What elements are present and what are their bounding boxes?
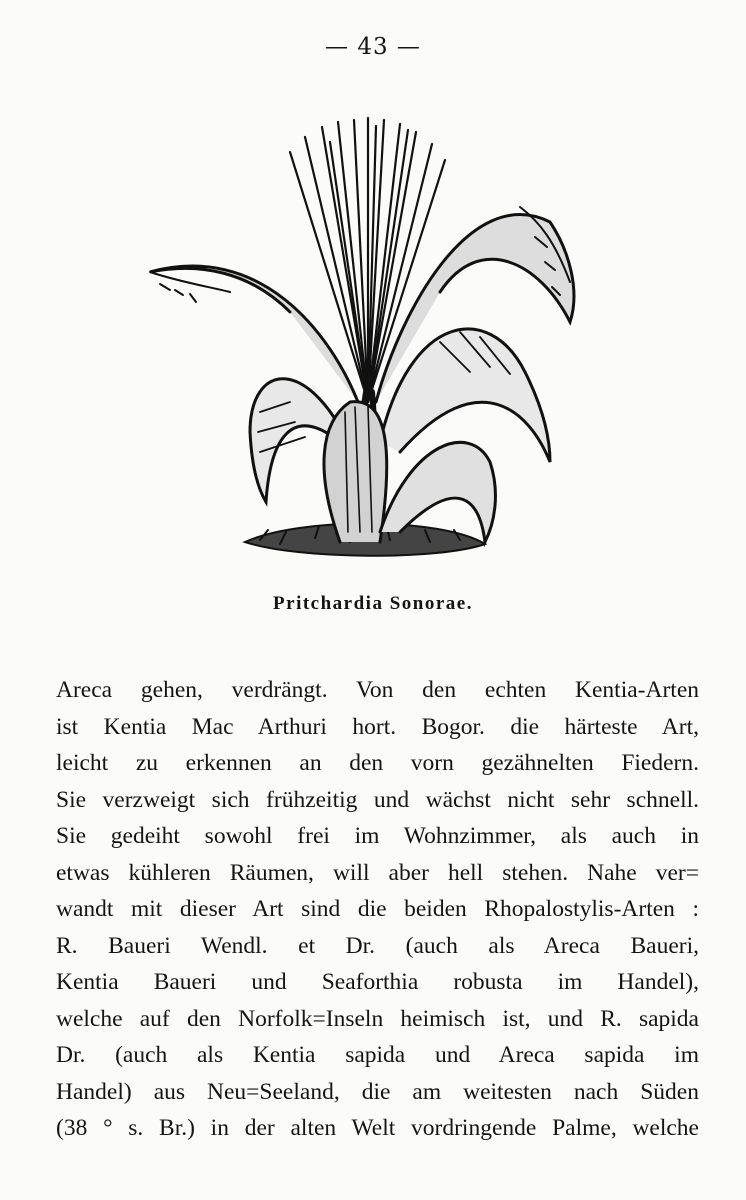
text-line: Dr. (auch als Kentia sapida und Areca sapida im (56, 1042, 699, 1068)
text-line: Sie gedeiht sowohl frei im Wohnzimmer, als auch in (56, 823, 699, 849)
text-line: welche auf den Norfolk=Inseln heimisch ist, und R. sapida (56, 1005, 699, 1032)
text-line: leicht zu erkennen an den vorn gezähnelten Fiedern. (56, 750, 699, 776)
text-line: (38 ° s. Br.) in der alten Welt vordringende Palme, welche (56, 1115, 699, 1141)
palm-illustration (140, 112, 590, 572)
text-line: Areca gehen, verdrängt. Von den echten Kentia-Arten (56, 677, 699, 703)
body-text (56, 672, 699, 1147)
text-line: wandt mit dieser Art sind die beiden Rhopalostylis-Arten : (56, 896, 699, 922)
illustration-caption: Pritchardia Sonorae. (273, 593, 473, 614)
page-number: — 43 — (325, 34, 421, 60)
text-line: etwas kühleren Räumen, will aber hell stehen. Nahe ver= (56, 859, 699, 886)
text-line: Handel) aus Neu=Seeland, die am weitesten nach Süden (56, 1078, 699, 1105)
text-line: ist Kentia Mac Arthuri hort. Bogor. die härteste Art, (56, 713, 699, 740)
text-line: R. Baueri Wendl. et Dr. (auch als Areca Baueri, (56, 932, 699, 959)
text-line: Sie verzweigt sich frühzeitig und wächst nicht sehr schnell. (56, 786, 699, 813)
text-line: Kentia Baueri und Seaforthia robusta im Handel), (56, 969, 699, 995)
